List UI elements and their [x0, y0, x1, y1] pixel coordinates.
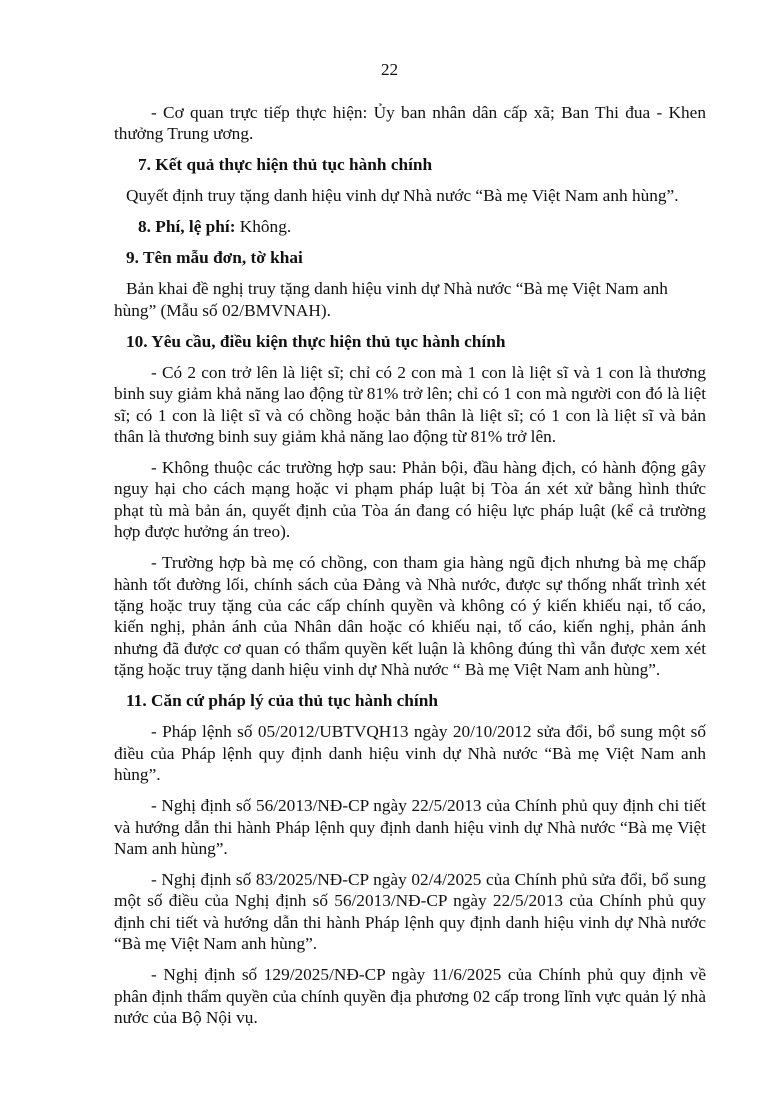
- fees-value: Không.: [235, 217, 292, 237]
- paragraph-legal-basis-4: - Nghị định số 129/2025/NĐ-CP ngày 11/6/2025 của Chính phủ quy định về phân định thẩm quyền của chính quyền địa phương 02 cấp trong lĩnh vực quản lý nhà nước của Bộ Nội vụ.: [114, 965, 706, 1027]
- paragraph-requirement-3: - Trường hợp bà mẹ có chồng, con tham gia hàng ngũ địch nhưng bà mẹ chấp hành tốt đường lối, chính sách của Đảng và Nhà nước, được sự thống nhất trình xét tặng hoặc truy tặng của các cấp chính quyền và không có ý kiến khiếu nại, tố cáo, kiến nghị, phản ánh của Nhân dân hoặc có khiếu nại, tố cáo, kiến nghị, phản ánh nhưng đã được cơ quan có thẩm quyền kết luận là không đúng thì vẫn được xem xét tặng hoặc truy tặng danh hiệu vinh dự Nhà nước “ Bà mẹ Việt Nam anh hùng”.: [114, 553, 706, 680]
- paragraph-form-name: Bản khai đề nghị truy tặng danh hiệu vinh dự Nhà nước “Bà mẹ Việt Nam anh hùng” (Mẫu số 02/BMVNAH).: [114, 279, 668, 320]
- heading-result: 7. Kết quả thực hiện thủ tục hành chính: [138, 155, 433, 175]
- paragraph-result: Quyết định truy tặng danh hiệu vinh dự Nhà nước “Bà mẹ Việt Nam anh hùng”.: [126, 186, 679, 206]
- paragraph-legal-basis-1: - Pháp lệnh số 05/2012/UBTVQH13 ngày 20/10/2012 sửa đổi, bổ sung một số điều của Pháp lệnh quy định danh hiệu vinh dự Nhà nước “Bà mẹ Việt Nam anh hùng”.: [114, 722, 706, 785]
- fees-label: 8. Phí, lệ phí:: [138, 217, 236, 237]
- paragraph-legal-basis-3: - Nghị định số 83/2025/NĐ-CP ngày 02/4/2025 của Chính phủ sửa đổi, bổ sung một số điều của Nghị định số 56/2013/NĐ-CP ngày 22/5/2013 của Chính phủ quy định chi tiết và hướng dẫn thi hành Pháp lệnh quy định danh hiệu vinh dự Nhà nước “Bà mẹ Việt Nam anh hùng”.: [114, 869, 706, 954]
- paragraph-legal-basis-2: - Nghị định số 56/2013/NĐ-CP ngày 22/5/2013 của Chính phủ quy định chi tiết và hướng dẫn thi hành Pháp lệnh quy định danh hiệu vinh dự Nhà nước “Bà mẹ Việt Nam anh hùng”.: [114, 796, 706, 858]
- paragraph-requirement-1: - Có 2 con trở lên là liệt sĩ; chỉ có 2 con mà 1 con là liệt sĩ và 1 con là thương binh suy giảm khả năng lao động từ 81% trở lên; chỉ có 1 con mà người con đó là liệt sĩ; có 1 con là liệt sĩ và có chồng hoặc bản thân là liệt sĩ; có 1 con là liệt sĩ và bản thân là thương binh suy giảm khả năng lao động từ 81% trở lên.: [114, 362, 706, 447]
- paragraph-requirement-2: - Không thuộc các trường hợp sau: Phản bội, đầu hàng địch, có hành động gây nguy hại cho cách mạng hoặc vi phạm pháp luật bị Tòa án xét xử bằng hình thức phạt tù mà bản án, quyết định của Tòa án đang có hiệu lực pháp luật (kể cả trường hợp được hưởng án treo).: [114, 458, 706, 542]
- heading-requirements: 10. Yêu cầu, điều kiện thực hiện thủ tục hành chính: [126, 331, 506, 351]
- page-number: 22: [380, 60, 399, 79]
- page-content: [114, 102, 706, 1038]
- paragraph-implementing-agency: - Cơ quan trực tiếp thực hiện: Ủy ban nhân dân cấp xã; Ban Thi đua - Khen thưởng Trung ương.: [114, 103, 706, 144]
- heading-form-name: 9. Tên mẫu đơn, tờ khai: [126, 248, 303, 268]
- heading-fees: [114, 216, 706, 237]
- heading-legal-basis: 11. Căn cứ pháp lý của thủ tục hành chính: [126, 691, 438, 711]
